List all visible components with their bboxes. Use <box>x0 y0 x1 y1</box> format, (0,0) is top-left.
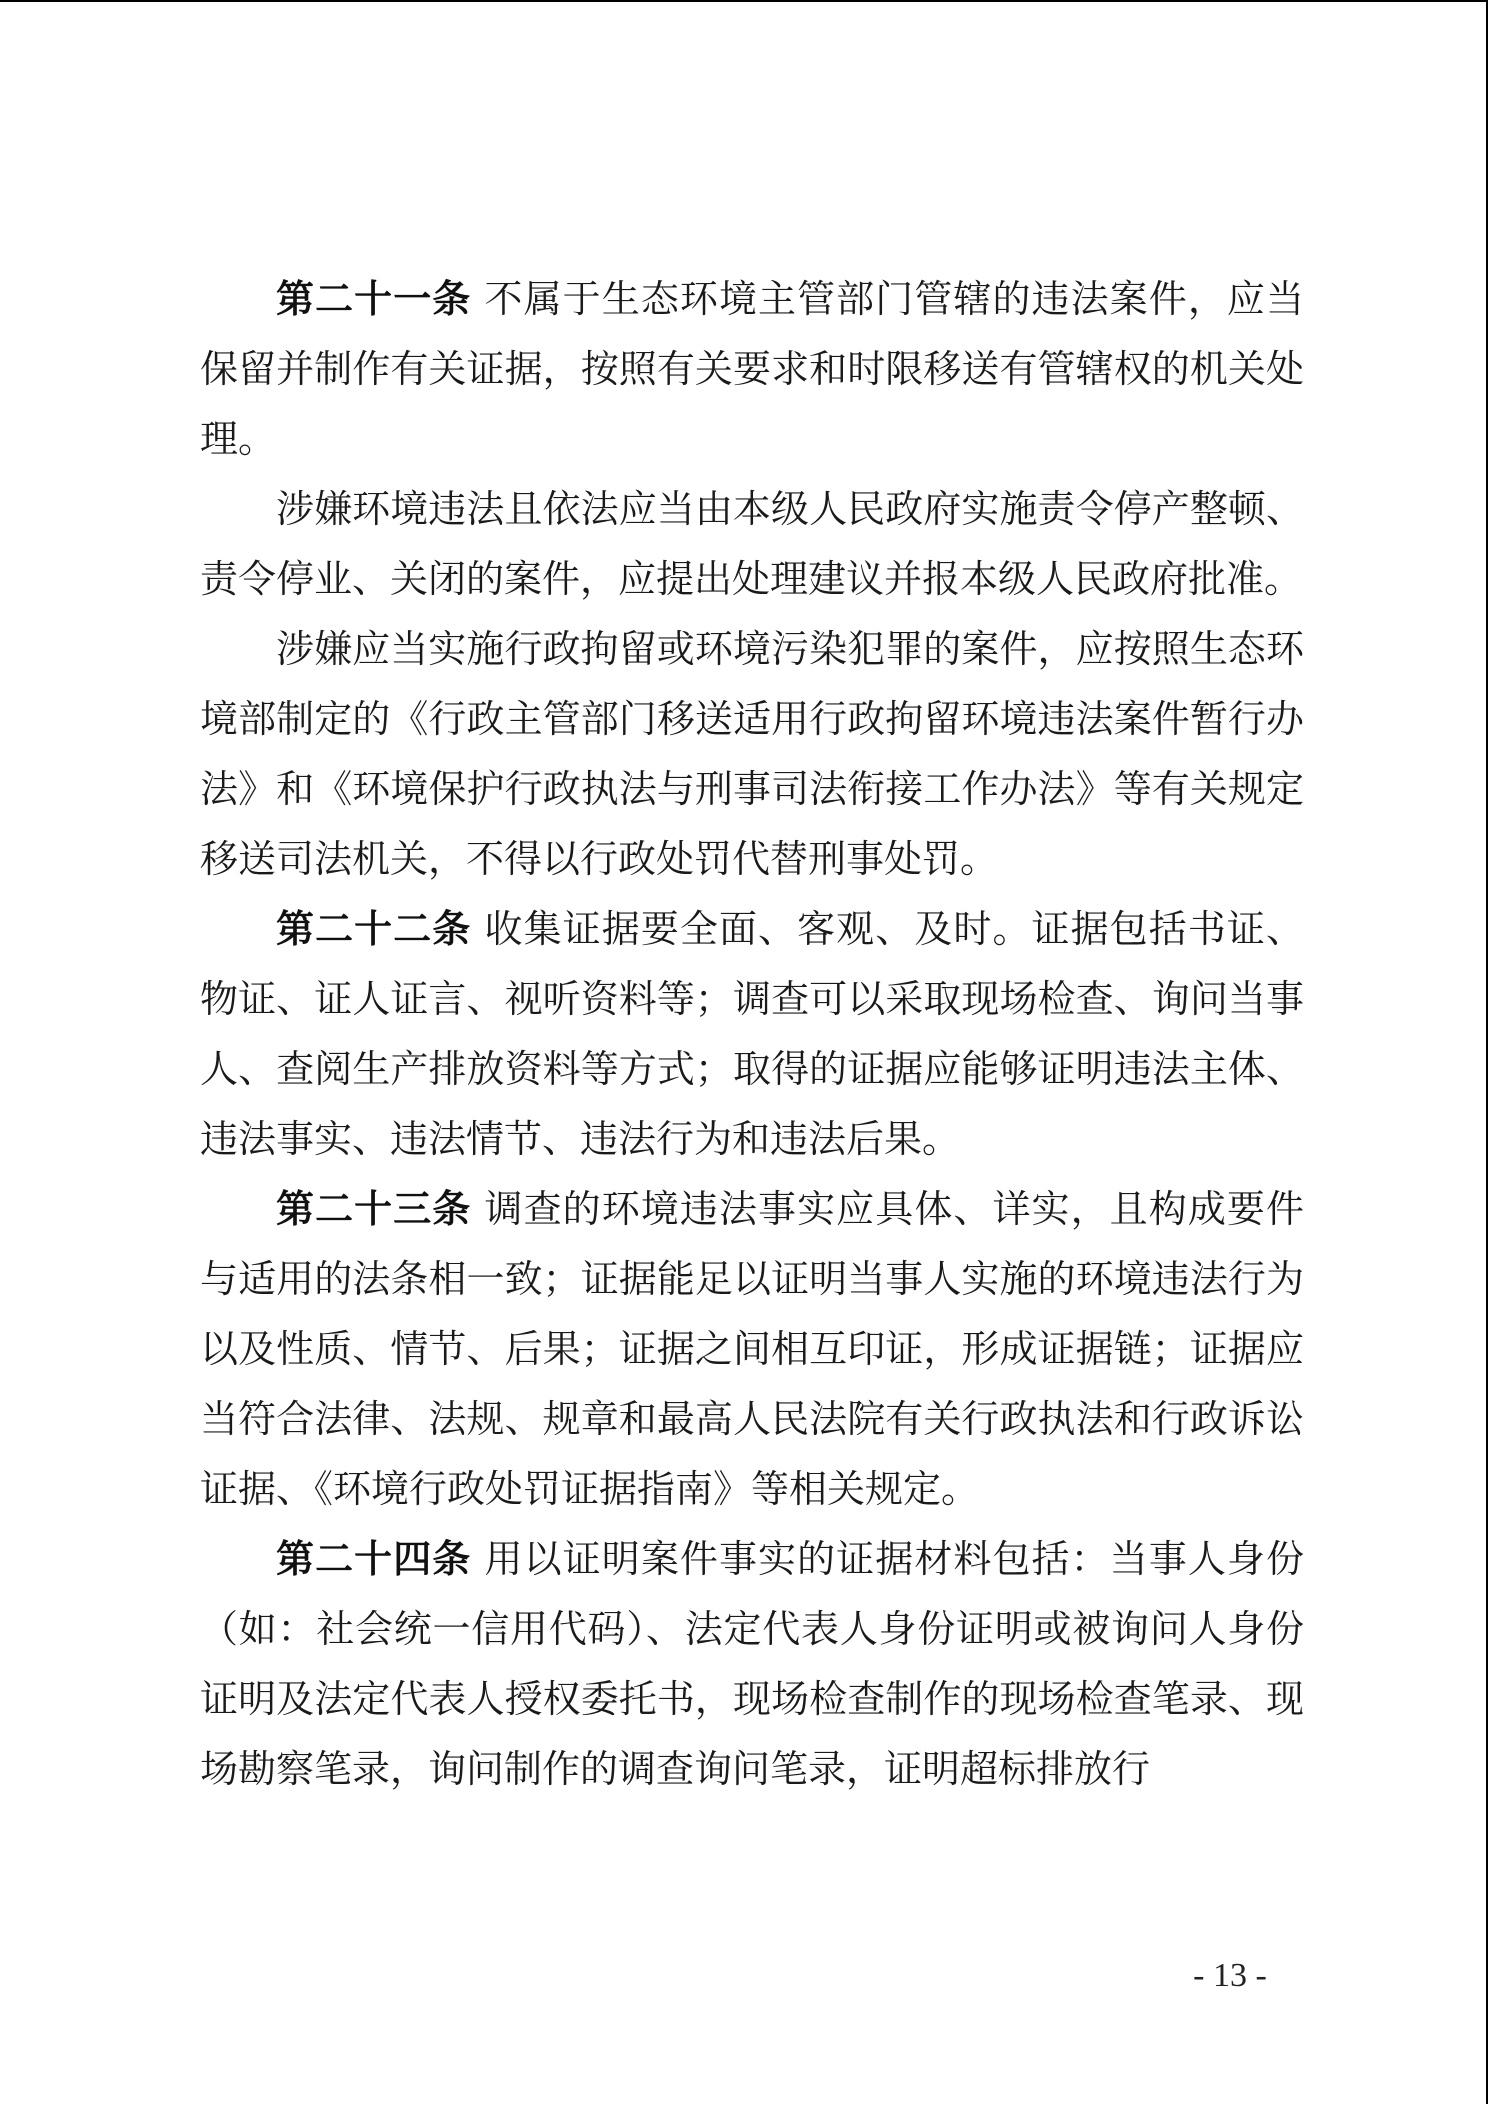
article-heading: 第二十一条 <box>276 277 472 321</box>
article-23-paragraph <box>200 1174 1304 1524</box>
paragraph-text: 涉嫌环境违法且依法应当由本级人民政府实施责令停产整顿、责令停业、关闭的案件，应提出处理建议并报本级人民政府批准。 <box>200 487 1304 601</box>
article-text: 收集证据要全面、客观、及时。证据包括书证、物证、证人证言、视听资料等；调查可以采取现场检查、询问当事人、查阅生产排放资料等方式；取得的证据应能够证明违法主体、违法事实、违法情节、违法行为和违法后果。 <box>200 907 1304 1161</box>
article-heading: 第二十三条 <box>276 1187 472 1231</box>
article-22-paragraph <box>200 894 1304 1174</box>
article-text: 不属于生态环境主管部门管辖的违法案件，应当保留并制作有关证据，按照有关要求和时限移送有管辖权的机关处理。 <box>200 277 1304 461</box>
article-text: 调查的环境违法事实应具体、详实，且构成要件与适用的法条相一致；证据能足以证明当事人实施的环境违法行为以及性质、情节、后果；证据之间相互印证，形成证据链；证据应当符合法律、法规、规章和最高人民法院有关行政执法和行政诉讼证据、《环境行政处罚证据指南》等相关规定。 <box>200 1187 1304 1511</box>
article-21-paragraph <box>200 264 1304 474</box>
article-21-paragraph-3 <box>200 614 1304 894</box>
page-number: - 13 - <box>1193 1957 1267 1994</box>
article-text: 用以证明案件事实的证据材料包括：当事人身份（如：社会统一信用代码）、法定代表人身份证明或被询问人身份证明及法定代表人授权委托书，现场检查制作的现场检查笔录、现场勘察笔录，询问制作的调查询问笔录，证明超标排放行 <box>200 1537 1304 1791</box>
article-24-paragraph <box>200 1524 1304 1804</box>
article-heading: 第二十四条 <box>276 1537 472 1581</box>
document-body <box>200 264 1304 1804</box>
article-heading: 第二十二条 <box>276 907 472 951</box>
article-21-paragraph-2 <box>200 474 1304 614</box>
paragraph-text: 涉嫌应当实施行政拘留或环境污染犯罪的案件，应按照生态环境部制定的《行政主管部门移送适用行政拘留环境违法案件暂行办法》和《环境保护行政执法与刑事司法衔接工作办法》等有关规定移送司法机关，不得以行政处罚代替刑事处罚。 <box>200 627 1304 881</box>
